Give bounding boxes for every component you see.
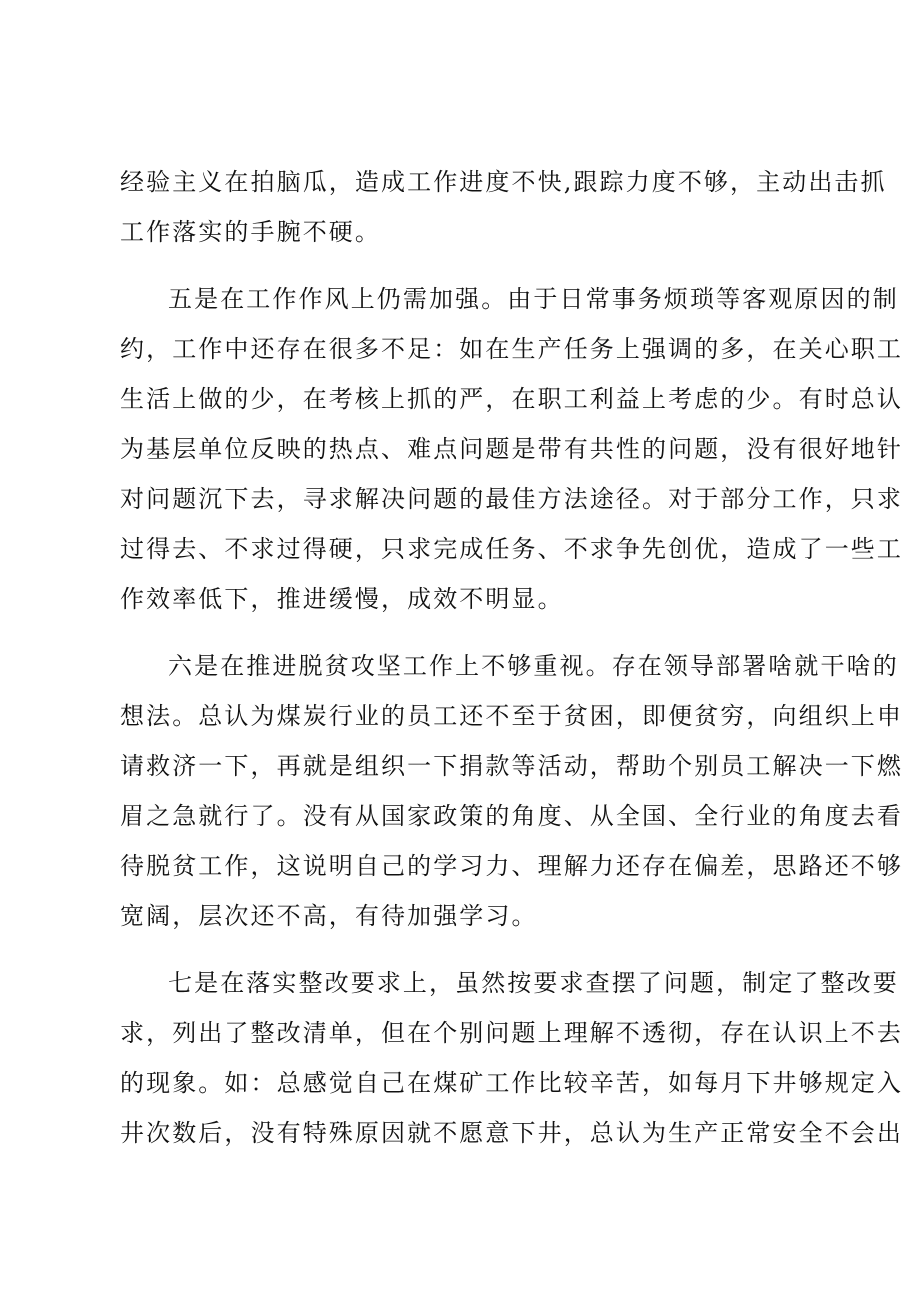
text-line: 工作落实的手腕不硬。 — [120, 218, 381, 246]
text-line: 求，列出了整改清单，但在个别问题上理解不透彻，存在认识上不去 — [120, 1019, 903, 1047]
text-line: 待脱贫工作，这说明自己的学习力、理解力还存在偏差，思路还不够 — [120, 852, 903, 880]
text-line: 过得去、不求过得硬，只求完成任务、不求争先创优，造成了一些工 — [120, 535, 903, 563]
text-line: 井次数后，没有特殊原因就不愿意下井，总认为生产正常安全不会出 — [120, 1119, 903, 1147]
text-line: 为基层单位反映的热点、难点问题是带有共性的问题，没有很好地针 — [120, 435, 903, 463]
text-line: 眉之急就行了。没有从国家政策的角度、从全国、全行业的角度去看 — [120, 802, 903, 830]
text-line: 约，工作中还存在很多不足：如在生产任务上强调的多，在关心职工 — [120, 335, 903, 363]
paragraph-first-line: 六是在推进脱贫攻坚工作上不够重视。存在领导部署啥就干啥的 — [168, 652, 899, 680]
paragraph-first-line: 七是在落实整改要求上，虽然按要求查摆了问题，制定了整改要 — [168, 969, 899, 997]
text-line: 宽阔，层次还不高，有待加强学习。 — [120, 902, 538, 930]
paragraph-first-line: 五是在工作作风上仍需加强。由于日常事务烦琐等客观原因的制 — [168, 285, 899, 313]
text-line: 对问题沉下去，寻求解决问题的最佳方法途径。对于部分工作，只求 — [120, 485, 903, 513]
text-line: 作效率低下，推进缓慢，成效不明显。 — [120, 585, 564, 613]
text-line: 经验主义在拍脑瓜，造成工作进度不快,跟踪力度不够，主动出击抓 — [120, 168, 887, 196]
text-line: 想法。总认为煤炭行业的员工还不至于贫困，即便贫穷，向组织上申 — [120, 702, 903, 730]
text-line: 请救济一下，再就是组织一下捐款等活动，帮助个别员工解决一下燃 — [120, 752, 903, 780]
text-line: 的现象。如：总感觉自己在煤矿工作比较辛苦，如每月下井够规定入 — [120, 1069, 903, 1097]
text-line: 生活上做的少，在考核上抓的严，在职工利益上考虑的少。有时总认 — [120, 385, 903, 413]
